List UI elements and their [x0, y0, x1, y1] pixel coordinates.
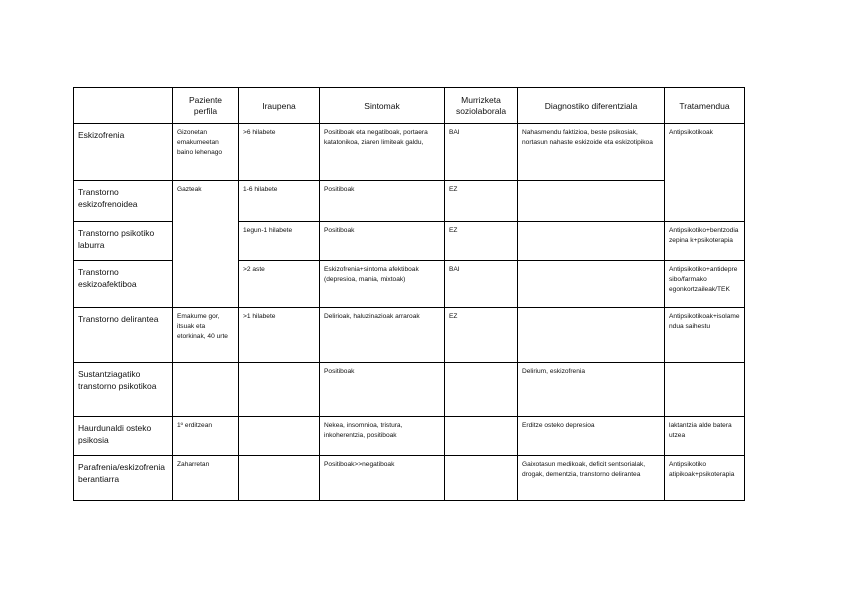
- cell-diagnostiko: Erditze osteko depresioa: [518, 417, 665, 456]
- cell-diagnostiko: Nahasmendu faktizioa, beste psikosiak, nortasun nahaste eskizoide eta eskizotipikoa: [518, 124, 665, 181]
- cell-murrizketa: EZ: [445, 181, 518, 222]
- cell-sintomak: Nekea, insomnioa, tristura, inkoherentzia, positiboak: [320, 417, 445, 456]
- table-row: [74, 417, 745, 456]
- cell-diagnostiko: [518, 181, 665, 222]
- cell-tratamendua: laktantzia alde batera utzea: [665, 417, 745, 456]
- header-sintomak: Sintomak: [320, 88, 445, 124]
- cell-diagnostiko: Delirium, eskizofrenia: [518, 363, 665, 417]
- row-label: Transtorno delirantea: [74, 308, 173, 363]
- cell-iraupena: [239, 456, 320, 501]
- cell-sintomak: Positiboak: [320, 181, 445, 222]
- cell-murrizketa: BAI: [445, 261, 518, 308]
- cell-murrizketa: [445, 417, 518, 456]
- cell-iraupena: >2 aste: [239, 261, 320, 308]
- cell-tratamendua: Antipsikotiko+antidepresibo/farmako egonkortzaileak/TEK: [665, 261, 745, 308]
- cell-murrizketa: [445, 363, 518, 417]
- row-label: Sustantziagatiko transtorno psikotikoa: [74, 363, 173, 417]
- cell-murrizketa: BAI: [445, 124, 518, 181]
- table-row: [74, 124, 745, 181]
- cell-perfila: Gazteak: [173, 181, 239, 308]
- header-empty: [74, 88, 173, 124]
- cell-iraupena: [239, 417, 320, 456]
- table-row: [74, 456, 745, 501]
- row-label: Transtorno eskizofrenoidea: [74, 181, 173, 222]
- row-label: Haurdunaldi osteko psikosia: [74, 417, 173, 456]
- cell-murrizketa: EZ: [445, 222, 518, 261]
- cell-murrizketa: EZ: [445, 308, 518, 363]
- cell-diagnostiko: [518, 308, 665, 363]
- cell-iraupena: [239, 363, 320, 417]
- cell-iraupena: >1 hilabete: [239, 308, 320, 363]
- cell-perfila: [173, 363, 239, 417]
- cell-sintomak: Positiboak: [320, 222, 445, 261]
- header-diagnostiko: Diagnostiko diferentziala: [518, 88, 665, 124]
- cell-sintomak: Delirioak, haluzinazioak arraroak: [320, 308, 445, 363]
- cell-tratamendua: Antipsikotikoak: [665, 124, 745, 222]
- cell-perfila: Zaharretan: [173, 456, 239, 501]
- cell-tratamendua: Antipsikotikoak+isolamendua saihestu: [665, 308, 745, 363]
- cell-sintomak: Positiboak: [320, 363, 445, 417]
- header-murrizketa: Murrizketa soziolaborala: [445, 88, 518, 124]
- cell-sintomak: Eskizofrenia+sintoma afektiboak (depresioa, mania, mixtoak): [320, 261, 445, 308]
- table-row: [74, 363, 745, 417]
- header-perfila: Paziente perfila: [173, 88, 239, 124]
- row-label: Parafrenia/eskizofrenia berantiarra: [74, 456, 173, 501]
- cell-perfila: Emakume gor, itsuak eta etorkinak, 40 urte: [173, 308, 239, 363]
- cell-iraupena: >6 hilabete: [239, 124, 320, 181]
- cell-sintomak: Positiboak eta negatiboak, portaera katatonikoa, ziaren limiteak galdu,: [320, 124, 445, 181]
- cell-tratamendua: Antipsikotiko+bentzodiazepina k+psikoterapia: [665, 222, 745, 261]
- cell-iraupena: 1egun-1 hilabete: [239, 222, 320, 261]
- comparison-table: [73, 87, 745, 501]
- cell-sintomak: Positiboak>>negatiboak: [320, 456, 445, 501]
- cell-murrizketa: [445, 456, 518, 501]
- table-row: [74, 308, 745, 363]
- cell-perfila: Gizonetan emakumeetan baino lehenago: [173, 124, 239, 181]
- cell-diagnostiko: [518, 261, 665, 308]
- cell-diagnostiko: Gaixotasun medikoak, deficit sentsorialak, drogak, dementzia, transtorno delirantea: [518, 456, 665, 501]
- header-row: [74, 88, 745, 124]
- cell-iraupena: 1-6 hilabete: [239, 181, 320, 222]
- cell-diagnostiko: [518, 222, 665, 261]
- cell-tratamendua: [665, 363, 745, 417]
- row-label: Eskizofrenia: [74, 124, 173, 181]
- cell-perfila: 1º erditzean: [173, 417, 239, 456]
- header-tratamendua: Tratamendua: [665, 88, 745, 124]
- cell-tratamendua: Antipsikotiko atipikoak+psikoterapia: [665, 456, 745, 501]
- row-label: Transtorno eskizoafektiboa: [74, 261, 173, 308]
- row-label: Transtorno psikotiko laburra: [74, 222, 173, 261]
- table-row: [74, 181, 745, 222]
- header-iraupena: Iraupena: [239, 88, 320, 124]
